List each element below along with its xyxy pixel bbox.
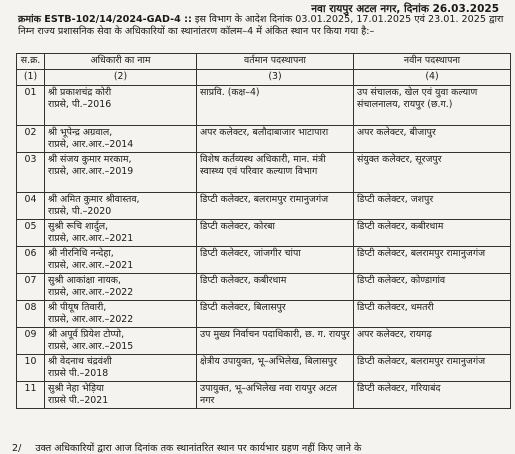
officer-cell bbox=[45, 274, 197, 301]
officer-service: राप्रसे पी.–2021 bbox=[48, 394, 109, 406]
officer-cell bbox=[45, 247, 197, 274]
officer-name: श्री पीयूष तिवारी, bbox=[48, 302, 107, 313]
current-posting-cell: डिप्टी कलेक्टर, कोरबा bbox=[197, 220, 354, 247]
officer-service: राप्रसे, आर.आर.–2019 bbox=[48, 165, 134, 177]
current-posting-cell: क्षेत्रीय उपायुक्त, भू–अभिलेख, बिलासपुर bbox=[197, 355, 354, 382]
new-posting-cell: अपर कलेक्टर, बीजापुर bbox=[354, 126, 511, 153]
new-posting-cell: डिप्टी कलेक्टर, बलरामपुर रामानुजगंज bbox=[354, 355, 511, 382]
current-posting-cell: डिप्टी कलेक्टर, बलरामपुर रामानुजगंज bbox=[197, 193, 354, 220]
paragraph-number: 2/ bbox=[12, 443, 22, 454]
table-row bbox=[17, 274, 511, 301]
new-posting-cell: अपर कलेक्टर, रायगढ़ bbox=[354, 328, 511, 355]
officer-name: श्री नीरनिधि नन्देहा, bbox=[48, 248, 114, 259]
footer-text: उक्त अधिकारियों द्वारा आज दिनांक तक स्थानांतरित स्थान पर कार्यभार ग्रहण नहीं किए जाने के bbox=[35, 443, 362, 454]
table-header-row bbox=[17, 54, 511, 70]
current-posting-cell: साप्रवि. (कक्ष–4) bbox=[197, 86, 354, 126]
header-serial: स.क्र. bbox=[17, 54, 45, 70]
officer-cell bbox=[45, 86, 197, 126]
officer-cell bbox=[45, 382, 197, 409]
officer-service: राप्रसे पी.–2018 bbox=[48, 367, 109, 379]
current-posting-cell: डिप्टी कलेक्टर, बिलासपुर bbox=[197, 301, 354, 328]
table-row bbox=[17, 328, 511, 355]
new-posting-cell: डिप्टी कलेक्टर, कबीरधाम bbox=[354, 220, 511, 247]
table-row bbox=[17, 86, 511, 126]
officer-service: राप्रसे, आर.आर.–2015 bbox=[48, 340, 134, 352]
table-row bbox=[17, 382, 511, 409]
col-number: (3) bbox=[197, 70, 354, 86]
col-number: (4) bbox=[354, 70, 511, 86]
serial-cell: 02 bbox=[17, 126, 45, 153]
officer-name: श्री अमित कुमार श्रीवास्तव, bbox=[48, 194, 140, 205]
current-posting-cell: डिप्टी कलेक्टर, कबीरधाम bbox=[197, 274, 354, 301]
current-posting-cell: अपर कलेक्टर, बलौदाबाजार भाटापारा bbox=[197, 126, 354, 153]
current-posting-cell: डिप्टी कलेक्टर, जांजगीर चांपा bbox=[197, 247, 354, 274]
officer-service: राप्रसे, आर.आर.–2022 bbox=[48, 286, 134, 298]
serial-cell: 04 bbox=[17, 193, 45, 220]
officer-name: सुश्री रूचि शार्दुल, bbox=[48, 221, 109, 232]
header-current-posting: वर्तमान पदस्थापना bbox=[197, 54, 354, 70]
officer-cell bbox=[45, 220, 197, 247]
serial-cell: 08 bbox=[17, 301, 45, 328]
serial-cell: 07 bbox=[17, 274, 45, 301]
officer-name: श्री संजय कुमार मरकाम, bbox=[48, 154, 132, 165]
table-row bbox=[17, 153, 511, 193]
header-new-posting: नवीन पदस्थापना bbox=[354, 54, 511, 70]
column-number-row bbox=[17, 70, 511, 86]
serial-cell: 03 bbox=[17, 153, 45, 193]
new-posting-cell: डिप्टी कलेक्टर, गरियाबंद bbox=[354, 382, 511, 409]
officer-service: राप्रसे, पी.–2020 bbox=[48, 205, 112, 217]
col-number: (2) bbox=[45, 70, 197, 86]
new-posting-cell: उप संचालक, खेल एवं युवा कल्याण संचालनालय, रायपुर (छ.ग.) bbox=[354, 86, 511, 126]
col-number: (1) bbox=[17, 70, 45, 86]
new-posting-cell: संयुक्त कलेक्टर, सूरजपुर bbox=[354, 153, 511, 193]
table-row bbox=[17, 193, 511, 220]
serial-cell: 09 bbox=[17, 328, 45, 355]
table-row bbox=[17, 126, 511, 153]
serial-cell: 10 bbox=[17, 355, 45, 382]
place-date-line: नवा रायपुर अटल नगर, दिनांक 26.03.2025 bbox=[311, 3, 499, 15]
officer-cell bbox=[45, 328, 197, 355]
officer-service: राप्रसे, आर.आर.–2021 bbox=[48, 259, 134, 271]
serial-cell: 01 bbox=[17, 86, 45, 126]
serial-cell: 11 bbox=[17, 382, 45, 409]
new-posting-cell: डिप्टी कलेक्टर, जशपुर bbox=[354, 193, 511, 220]
officer-name: श्री वेदनाथ चंद्रवंशी bbox=[48, 356, 112, 367]
officer-name: श्री अपूर्व प्रियेश टोप्पो, bbox=[48, 329, 125, 340]
officer-service: राप्रसे, पी.–2016 bbox=[48, 98, 112, 110]
officer-cell bbox=[45, 126, 197, 153]
officer-name: सुश्री आकांक्षा नायक, bbox=[48, 275, 121, 286]
serial-cell: 06 bbox=[17, 247, 45, 274]
officer-service: राप्रसे, आर.आर.–2014 bbox=[48, 138, 134, 150]
table-row bbox=[17, 247, 511, 274]
order-paragraph bbox=[18, 14, 508, 38]
current-posting-cell: उपायुक्त, भू–अभिलेख नवा रायपुर अटल नगर bbox=[197, 382, 354, 409]
officer-name: सुश्री नेहा भेड़िया bbox=[48, 383, 104, 394]
header-officer-name: अधिकारी का नाम bbox=[45, 54, 197, 70]
current-posting-cell: विशेष कर्तव्यस्थ अधिकारी, मान. मंत्री स्वास्थ्य एवं परिवार कल्याण विभाग bbox=[197, 153, 354, 193]
table-row bbox=[17, 220, 511, 247]
transfer-table bbox=[16, 53, 511, 409]
officer-cell bbox=[45, 153, 197, 193]
officer-name: श्री भूपेन्द्र अग्रवाल, bbox=[48, 127, 113, 138]
new-posting-cell: डिप्टी कलेक्टर, कोण्डागांव bbox=[354, 274, 511, 301]
officer-cell bbox=[45, 355, 197, 382]
new-posting-cell: डिप्टी कलेक्टर, बलरामपुर रामानुजगंज bbox=[354, 247, 511, 274]
officer-name: श्री प्रकाशचंद्र कोरी bbox=[48, 87, 112, 98]
officer-cell bbox=[45, 301, 197, 328]
table-row bbox=[17, 301, 511, 328]
order-reference: क्रमांक ESTB-102/14/2024-GAD-4 :: bbox=[18, 14, 192, 25]
officer-service: राप्रसे, आर.आर.–2021 bbox=[48, 232, 134, 244]
order-body: इस विभाग के आदेश दिनांक 03.01.2025, 17.01.2025 एवं 23.01. 2025 द्वारा निम्न राज्य प्रशासनिक सेवा के अधिकारियों का स्थानांतरण कॉलम–4 में अंकित स्थान पर किया गया है:– bbox=[18, 14, 504, 38]
footer-paragraph bbox=[12, 441, 510, 454]
current-posting-cell: उप मुख्य निर्वाचन पदाधिकारी, छ. ग. रायपुर bbox=[197, 328, 354, 355]
table-row bbox=[17, 355, 511, 382]
serial-cell: 05 bbox=[17, 220, 45, 247]
officer-service: राप्रसे, आर.आर.–2022 bbox=[48, 313, 134, 325]
new-posting-cell: डिप्टी कलेक्टर, धमतरी bbox=[354, 301, 511, 328]
officer-cell bbox=[45, 193, 197, 220]
